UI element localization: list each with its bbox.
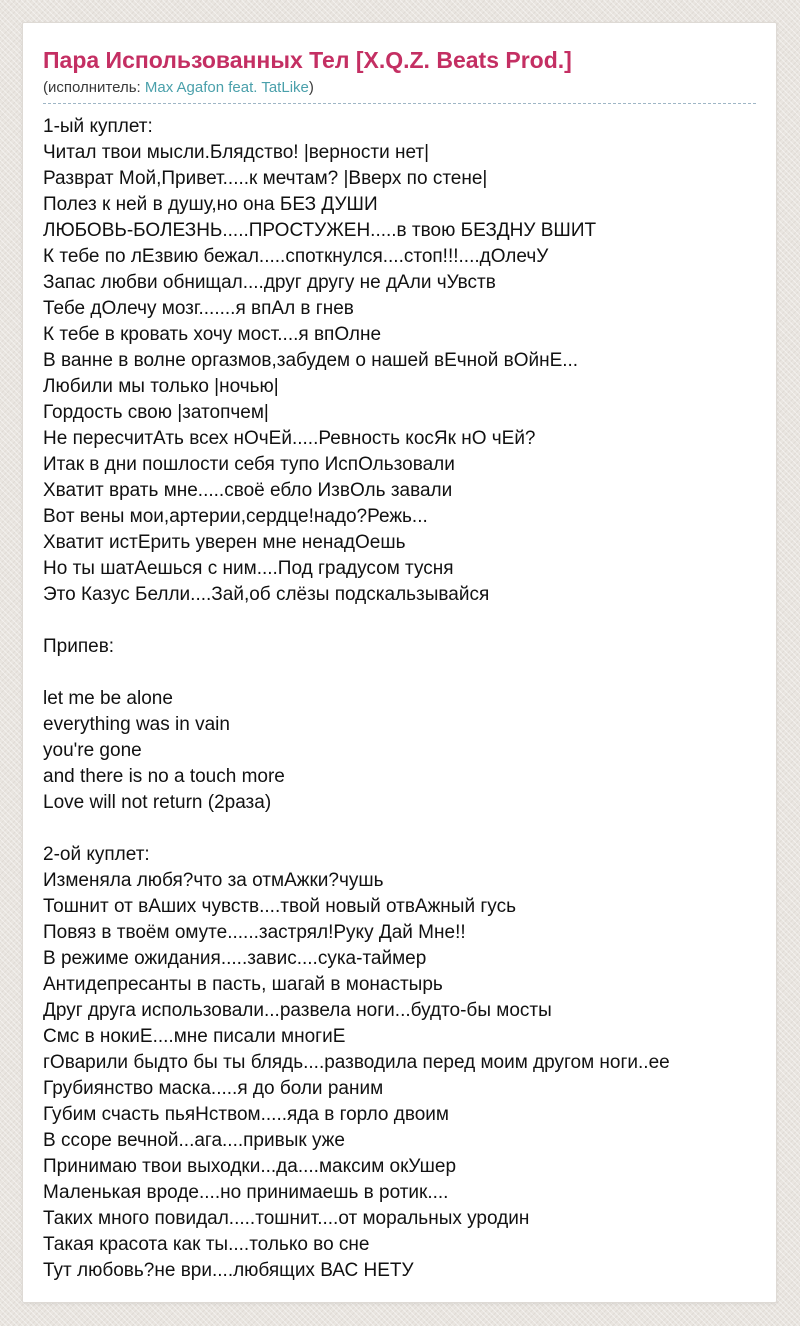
lyrics-line: Тебе дОлечу мозг.......я впАл в гнев — [43, 298, 354, 320]
lyrics-line: Итак в дни пошлости себя тупо ИспОльзовали — [43, 454, 455, 476]
lyrics-line: Не пересчитАть всех нОчЕй.....Ревность косЯк нО чЕй? — [43, 428, 536, 450]
lyrics-line: В ванне в волне оргазмов,забудем о нашей вЕчной вОйнЕ... — [43, 350, 579, 372]
lyrics-line: 2-ой куплет: — [43, 844, 150, 866]
lyrics-line: you're gone — [43, 740, 142, 762]
lyrics-line: К тебе по лЕзвию бежал.....споткнулся....стоп!!!....дОлечУ — [43, 246, 549, 268]
lyrics-card — [22, 22, 777, 1303]
artist-link[interactable]: Max Agafon feat. TatLike — [144, 79, 309, 97]
lyrics-line: Но ты шатАешься с ним....Под градусом тусня — [43, 558, 454, 580]
lyrics-line: Полез к ней в душу,но она БЕЗ ДУШИ — [43, 194, 378, 216]
lyrics-line: Вот вены мои,артерии,сердце!надо?Режь... — [43, 506, 428, 528]
lyrics-line: ЛЮБОВЬ-БОЛЕЗНЬ.....ПРОСТУЖЕН.....в твою БЕЗДНУ ВШИТ — [43, 220, 597, 242]
lyrics-line: Изменяла любя?что за отмАжки?чушь — [43, 870, 384, 892]
lyrics-line: Читал твои мысли.Блядство! |верности нет| — [43, 142, 430, 164]
lyrics-line: Грубиянство маска.....я до боли раним — [43, 1078, 384, 1100]
lyrics-line: Тут любовь?не ври....любящих ВАС НЕТУ — [43, 1260, 414, 1282]
lyrics-line: Гордость свою |затопчем| — [43, 402, 269, 424]
header-separator — [43, 103, 756, 104]
lyrics-line: 1-ый куплет: — [43, 116, 153, 138]
lyrics-line — [43, 660, 756, 686]
lyrics-line: Хватит врать мне.....своё ебло ИзвОль завали — [43, 480, 453, 502]
lyrics-line: Губим счасть пьяНством.....яда в горло двоим — [43, 1104, 449, 1126]
artist-label: (исполнитель: — [43, 79, 145, 97]
lyrics-line: everything was in vain — [43, 714, 230, 736]
lyrics-line: let me be alone — [43, 688, 173, 710]
lyrics-line: В ссоре вечной...ага....привык уже — [43, 1130, 345, 1152]
lyrics-line: Принимаю твои выходки...да....максим окУшер — [43, 1156, 457, 1178]
page-title: Пара Использованных Тел [X.Q.Z. Beats Prod.] — [43, 47, 572, 73]
lyrics-line — [43, 608, 756, 634]
lyrics-line: В режиме ожидания.....завис....сука-таймер — [43, 948, 427, 970]
lyrics-line: Разврат Мой,Привет.....к мечтам? |Вверх по стене| — [43, 168, 488, 190]
lyrics-line: and there is no a touch more — [43, 766, 285, 788]
lyrics-line: Таких много повидал.....тошнит....от моральных уродин — [43, 1208, 530, 1230]
lyrics-line: Хватит истЕрить уверен мне ненадОешь — [43, 532, 406, 554]
lyrics-line: Маленькая вроде....но принимаешь в ротик.... — [43, 1182, 449, 1204]
lyrics-line: К тебе в кровать хочу мост....я впОлне — [43, 324, 382, 346]
lyrics-text — [43, 114, 756, 1284]
lyrics-line: гОварили быдто бы ты блядь....разводила перед моим другом ноги..ее — [43, 1052, 670, 1074]
lyrics-line: Друг друга использовали...развела ноги...будто-бы мосты — [43, 1000, 552, 1022]
lyrics-line: Любили мы только |ночью| — [43, 376, 279, 398]
lyrics-line: Смс в нокиЕ....мне писали многиЕ — [43, 1026, 346, 1048]
lyrics-line: Тошнит от вАших чувств....твой новый отвАжный гусь — [43, 896, 516, 918]
lyrics-line: Это Казус Белли....Зай,об слёзы подскальзывайся — [43, 584, 490, 606]
lyrics-line: Запас любви обнищал....друг другу не дАли чУвств — [43, 272, 496, 294]
lyrics-line: Love will not return (2раза) — [43, 792, 272, 814]
lyrics-line — [43, 816, 756, 842]
artist-line — [43, 79, 756, 97]
lyrics-line: Припев: — [43, 636, 115, 658]
lyrics-line: Антидепресанты в пасть, шагай в монастырь — [43, 974, 443, 996]
lyrics-line: Повяз в твоём омуте......застрял!Руку Дай Мне!! — [43, 922, 466, 944]
lyrics-line: Такая красота как ты....только во сне — [43, 1234, 370, 1256]
artist-line-close: ) — [308, 79, 314, 97]
